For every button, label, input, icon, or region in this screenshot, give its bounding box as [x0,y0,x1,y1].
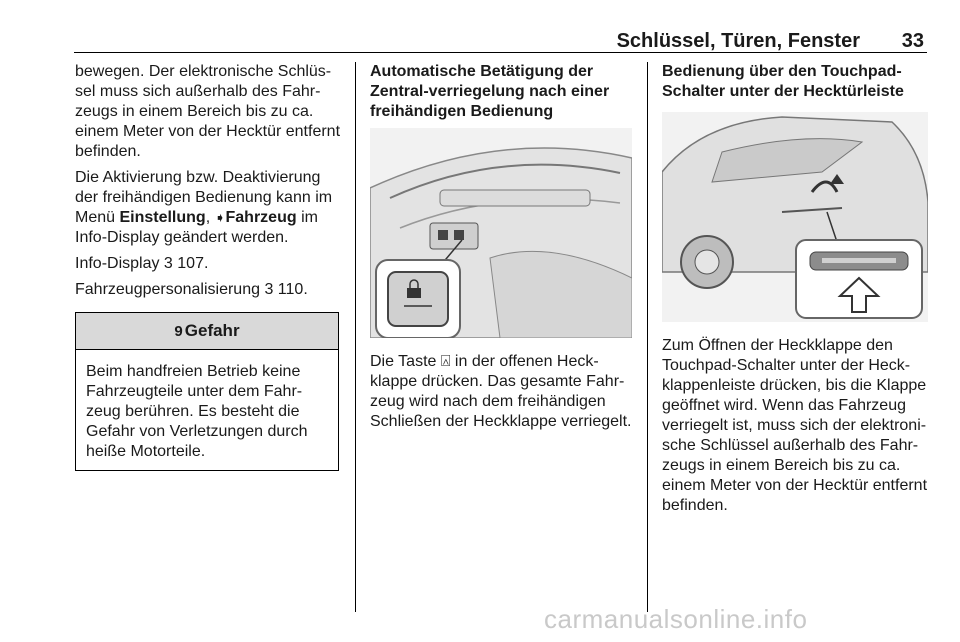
header-rule [74,52,927,53]
page-number: 33 [901,30,924,52]
lock-key-icon: ⍓ [440,353,451,370]
section-title: Schlüssel, Türen, Fenster [616,30,860,52]
menu-fahrzeug: Fahrzeug [225,209,297,226]
paragraph: Zum Öffnen der Heckklappe den Touchpad-Schalter unter der Heck-klappenleiste drücken, bis die Klappe geöffnet wird. Wenn das Fahrzeug verriegelt ist, muss sich der elektroni-sche Schlüssel außerhalb des Fahr-zeugs in einem Bereich bis zu ca. einem Meter von der Hecktür entfernt befinden. [662,337,928,514]
warning-title: Gefahr [184,321,240,340]
cross-reference: Fahrzeugpersonalisierung 3 110. [75,281,308,298]
page-ref-icon: 3 [163,255,173,272]
section-heading: Automatische Betätigung der Zentral-verriegelung nach einer freihändigen Bedienung [370,63,610,120]
warning-header [76,313,338,350]
page-ref-icon: 3 [264,281,274,298]
paragraph: bewegen. Der elektronische Schlüs-sel muss sich außerhalb des Fahr-zeugs in einem Bereich bis zu ca. einem Meter von der Hecktür entfernt befinden. [75,63,341,160]
warning-box [75,312,339,471]
column-2 [370,62,632,438]
menu-arrow-icon: ➧ [214,210,226,225]
column-divider [355,62,356,612]
column-1 [75,62,340,471]
tailgate-button-illustration [370,128,632,338]
touchpad-switch-illustration [662,112,928,322]
paragraph-settings: Die Aktivierung bzw. Deaktivierung der freihändigen Bedienung kann im Menü Einstellung, ➧Fahrzeug im Info-Display geändert werden. [75,169,333,246]
paragraph-lock-button: Die Taste ⍓ in der offenen Heck-klappe drücken. Das gesamte Fahr-zeug wird nach dem freihändigen Schließen der Heckklappe verriegelt. [370,353,632,430]
cross-reference: Info-Display 3 107. [75,255,209,272]
menu-einstellung: Einstellung [119,209,206,226]
column-divider [647,62,648,612]
warning-triangle-icon: 9 [174,323,183,340]
page-header [0,0,960,52]
warning-text: Beim handfreien Betrieb keine Fahrzeugteile unter dem Fahr-zeug berühren. Es besteht die Gefahr von Verletzungen durch heiße Motorteile. [86,363,308,460]
column-3 [662,62,928,522]
section-heading: Bedienung über den Touchpad-Schalter unter der Hecktürleiste [662,63,904,100]
watermark: carmanualsonline.info [544,604,808,634]
